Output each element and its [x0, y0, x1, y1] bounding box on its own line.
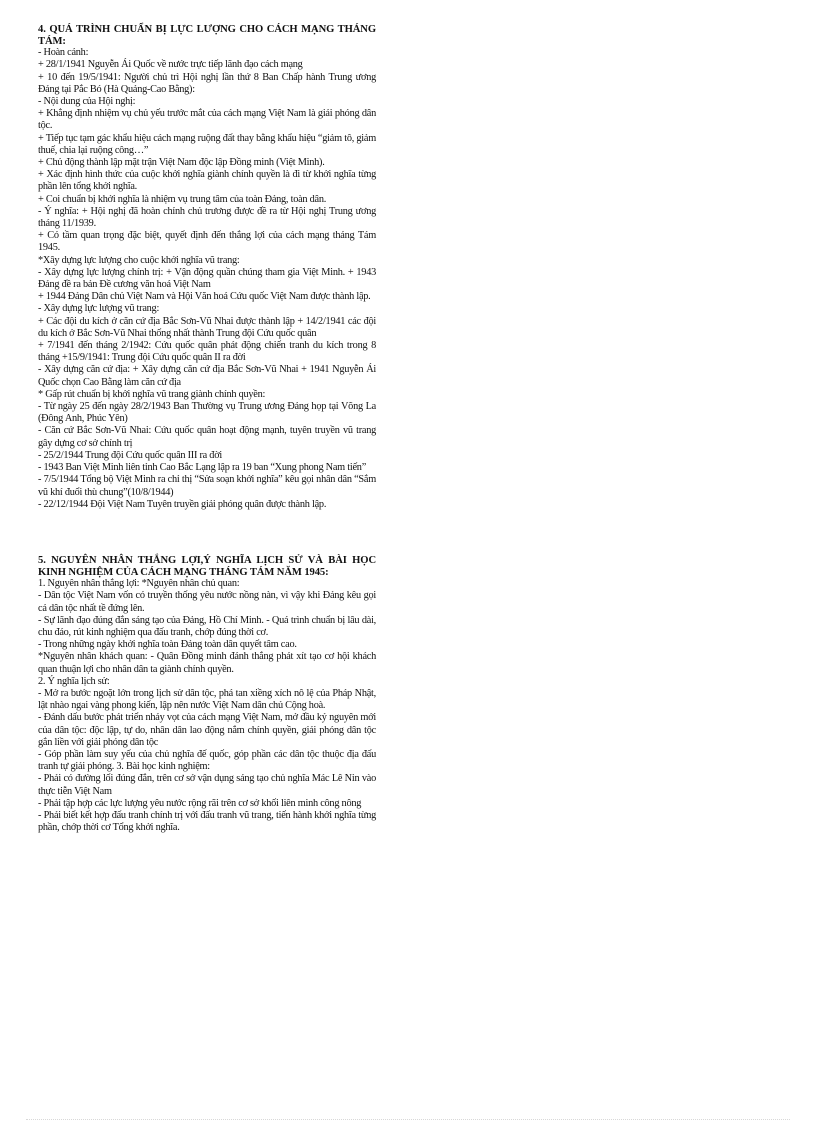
text-line: - Xây dựng căn cứ địa: + Xây dựng căn cứ địa Bắc Sơn-Vũ Nhai + 1941 Nguyễn Ái Quốc chọn Cao Bằng làm căn cứ địa — [38, 364, 376, 388]
text-line: + Chủ động thành lập mặt trận Việt Nam độc lập Đồng minh (Việt Minh). — [38, 157, 325, 169]
text-line: - Đánh dấu bước phát triển nhảy vọt của cách mạng Việt Nam, mở đầu kỷ nguyên mới của dân tộc: độc lập, tự do, nhân dân lao động nắm chính quyền, giải phóng dân tộc gắn liền với giải phóng dân tộc — [38, 712, 376, 748]
text-line: + 10 đến 19/5/1941: Người chủ trì Hội nghị lần thứ 8 Ban Chấp hành Trung ương Đảng tại Pắc Bó (Hà Quảng-Cao Bằng): — [38, 71, 376, 95]
text-line: - Hoàn cảnh: — [38, 47, 89, 59]
text-line: + Coi chuẩn bị khởi nghĩa là nhiệm vụ trung tâm của toàn Đảng, toàn dân. — [38, 193, 327, 205]
document-body — [38, 24, 376, 834]
text-line: + 28/1/1941 Nguyễn Ái Quốc về nước trực tiếp lãnh đạo cách mạng — [38, 59, 303, 71]
text-line: - Xây dựng lực lượng chính trị: + Vận động quần chúng tham gia Việt Minh. + 1943 Đảng đề ra bản Đề cương văn hoá Việt Nam — [38, 266, 376, 291]
text-line: - Ý nghĩa: + Hội nghị đã hoàn chỉnh chủ trương được đề ra từ Hội nghị Trung ương tháng 11/1939. — [38, 205, 376, 230]
text-line: - 22/12/1944 Đội Việt Nam Tuyên truyền giải phóng quân được thành lập. — [38, 498, 327, 510]
text-line: - 1943 Ban Việt Minh liên tỉnh Cao Bắc Lạng lập ra 19 ban “Xung phong Nam tiến” — [38, 462, 367, 474]
text-line: - 25/2/1944 Trung đội Cứu quốc quân III ra đời — [38, 449, 222, 461]
section-4-body — [38, 47, 376, 511]
section-5-heading: 5. NGUYÊN NHÂN THẮNG LỢI,Ý NGHĨA LỊCH SỬ VÀ BÀI HỌC KINH NGHIỆM CỦA CÁCH MẠNG THÁNG TÁM NĂM 1945: — [38, 554, 376, 578]
text-line: - Căn cứ Bắc Sơn-Vũ Nhai: Cứu quốc quân hoạt động mạnh, tuyên truyền vũ trang gây dựng cơ sở chính trị — [38, 425, 376, 449]
text-line: - Sự lãnh đạo đúng đắn sáng tạo của Đảng, Hồ Chí Minh. - Quá trình chuẩn bị lâu dài, chu đáo, rút kinh nghiệm qua đấu tranh, chớp đúng thời cơ. — [38, 614, 376, 638]
section-4-heading: 4. QUÁ TRÌNH CHUẨN BỊ LỰC LƯỢNG CHO CÁCH MẠNG THÁNG TÁM: — [38, 24, 376, 47]
text-line: - Từ ngày 25 đến ngày 28/2/1943 Ban Thường vụ Trung ương Đảng họp tại Võng La (Đông Anh, Phúc Yên) — [38, 401, 376, 425]
text-line: + Khẳng định nhiệm vụ chủ yếu trước mắt của cách mạng Việt Nam là giải phóng dân tộc. — [38, 108, 376, 132]
text-line: + Xác định hình thức của cuộc khởi nghĩa giành chính quyền là đi từ khởi nghĩa từng phần lên tổng khởi nghĩa. — [38, 169, 376, 193]
text-line: - Phải biết kết hợp đấu tranh chính trị với đấu tranh vũ trang, tiến hành khởi nghĩa từng phần, chớp thời cơ Tổng khởi nghĩa. — [38, 809, 376, 834]
text-line: - Dân tộc Việt Nam vốn có truyền thống yêu nước nồng nàn, vì vậy khi Đảng kêu gọi cả dân tộc nhất tề đứng lên. — [38, 590, 376, 614]
section-gap — [38, 511, 376, 555]
text-line: 1. Nguyên nhân thắng lợi: *Nguyên nhân chủ quan: — [38, 578, 240, 590]
text-line: *Xây dựng lực lượng cho cuộc khởi nghĩa vũ trang: — [38, 254, 240, 266]
text-line: - Góp phần làm suy yếu của chủ nghĩa đế quốc, góp phần các dân tộc thuộc địa đấu tranh tự giải phóng. 3. Bài học kinh nghiệm: — [38, 748, 376, 773]
text-line: - Mở ra bước ngoặt lớn trong lịch sử dân tộc, phá tan xiềng xích nô lệ của Pháp Nhật, lật nhào ngai vàng phong kiến, lập nên nước Việt Nam dân chủ Cộng hoà. — [38, 687, 376, 712]
text-line: - 7/5/1944 Tổng bộ Việt Minh ra chỉ thị “Sửa soạn khởi nghĩa” kêu gọi nhân dân “Sắm vũ khí đuổi thù chung”(10/8/1944) — [38, 474, 376, 498]
page-bottom-border — [26, 1119, 790, 1120]
text-line: + 1944 Đảng Dân chủ Việt Nam và Hội Văn hoá Cứu quốc Việt Nam được thành lập. — [38, 291, 371, 303]
text-line: + 7/1941 đến tháng 2/1942: Cứu quốc quân phát động chiến tranh du kích trong 8 tháng +15/9/1941: Trung đội Cứu quốc quân II ra đời — [38, 340, 376, 364]
text-line: 2. Ý nghĩa lịch sử: — [38, 675, 110, 687]
text-line: *Nguyên nhân khách quan: - Quân Đồng minh đánh thắng phát xít tạo cơ hội khách quan thuận lợi cho nhân dân ta giành chính quyền. — [38, 651, 376, 675]
text-line: - Phải có đường lối đúng đắn, trên cơ sở vận dụng sáng tạo chủ nghĩa Mác Lê Nin vào thực tiễn Việt Nam — [38, 773, 376, 797]
text-line: + Có tầm quan trọng đặc biệt, quyết định đến thắng lợi của cách mạng tháng Tám 1945. — [38, 230, 376, 254]
text-line: - Nội dung của Hội nghị: — [38, 96, 136, 107]
text-line: * Gấp rút chuẩn bị khởi nghĩa vũ trang giành chính quyền: — [38, 388, 266, 400]
text-line: - Trong những ngày khởi nghĩa toàn Đảng toàn dân quyết tâm cao. — [38, 639, 297, 651]
text-line: - Xây dựng lực lượng vũ trang: — [38, 303, 160, 315]
section-5-body — [38, 578, 376, 834]
text-line: - Phải tập hợp các lực lượng yêu nước rộng rãi trên cơ sở khối liên minh công nông — [38, 797, 362, 809]
text-line: + Tiếp tục tạm gác khẩu hiệu cách mạng ruộng đất thay bằng khẩu hiệu “giảm tô, giảm thuế, chia lại ruộng công…” — [38, 132, 376, 156]
text-line: + Các đội du kích ở căn cứ địa Bắc Sơn-Vũ Nhai được thành lập + 14/2/1941 các đội du kích ở Bắc Sơn-Vũ Nhai thống nhất thành Trung đội Cứu quốc quân — [38, 315, 376, 339]
